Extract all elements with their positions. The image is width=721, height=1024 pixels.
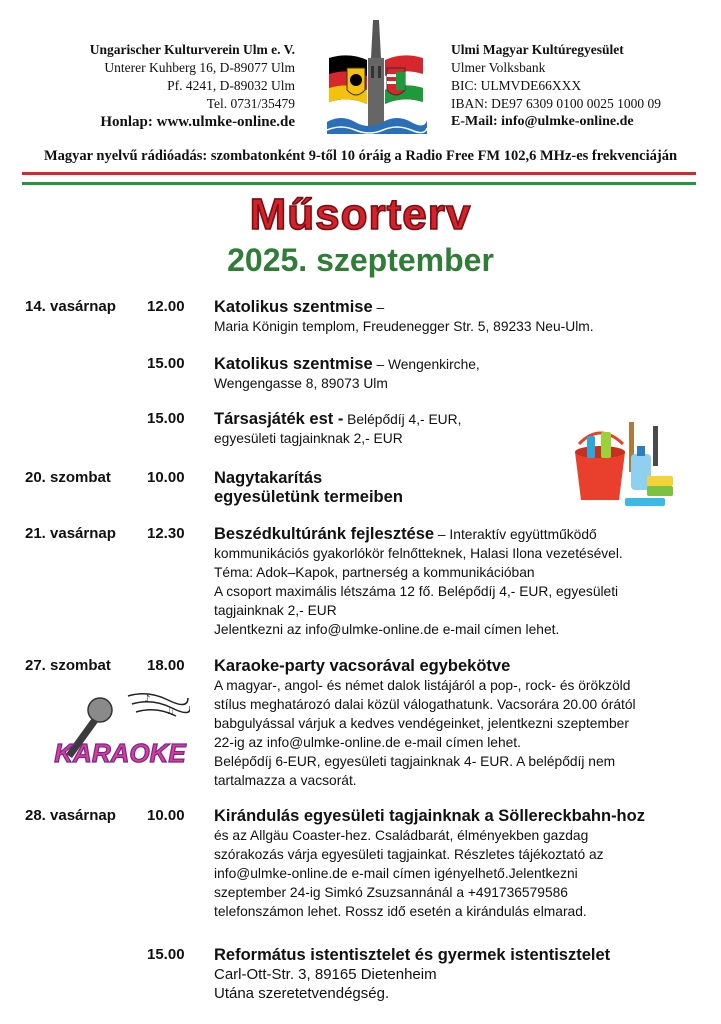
event-detail-line: és az Allgäu Coaster-hez. Családbarát, élményekben gazdag xyxy=(214,828,589,843)
event-time: 15.00 xyxy=(147,410,185,427)
event-body xyxy=(214,298,694,336)
event-detail-line: Belépődíj 6-EUR, egyesületi tagjainknak 4- EUR. A belépődíj nem xyxy=(214,754,616,769)
event-title-suffix: – Wengenkirche, xyxy=(372,357,480,372)
event-title: Református istentisztelet és gyermek istentisztelet xyxy=(214,946,611,964)
org-name-hungarian: Ulmi Magyar Kultúregyesület xyxy=(451,42,624,57)
event-body xyxy=(214,355,694,393)
svg-text:♫: ♫ xyxy=(166,706,175,717)
stripe-white xyxy=(22,177,696,180)
bank-name: Ulmer Volksbank xyxy=(451,60,546,75)
event-detail-line: Maria Königin templom, Freudenegger Str. 5, 89233 Neu-Ulm. xyxy=(214,319,594,334)
event-title: Katolikus szentmise xyxy=(214,298,373,316)
event-time: 10.00 xyxy=(147,807,185,824)
event-day: 20. szombat xyxy=(25,469,111,486)
event-detail-line: Wengengasse 8, 89073 Ulm xyxy=(214,376,388,391)
event-detail-line: szórakozás várja egyesületi tagjainkat. Részletes tájékoztató az xyxy=(214,847,604,862)
event-title: Társasjáték est - xyxy=(214,410,344,428)
event-title-suffix: Belépődíj 4,- EUR, xyxy=(343,412,462,427)
event-time: 15.00 xyxy=(147,946,185,963)
karaoke-logo-text: KARAOKE xyxy=(54,738,186,768)
event-day: 21. vasárnap xyxy=(25,525,116,542)
iban-code: IBAN: DE97 6309 0100 0025 1000 09 xyxy=(451,96,661,111)
event-time: 10.00 xyxy=(147,469,185,486)
address-pobox: Pf. 4241, D-89032 Ulm xyxy=(167,78,295,93)
event-body xyxy=(214,525,694,639)
event-day: 28. vasárnap xyxy=(25,807,116,824)
event-time: 12.00 xyxy=(147,298,185,315)
event-day: 14. vasárnap xyxy=(25,298,116,315)
bic-code: BIC: ULMVDE66XXX xyxy=(451,78,582,93)
svg-text:♪: ♪ xyxy=(144,694,151,705)
event-detail-line: tartalmazza a vacsorát. xyxy=(214,773,357,788)
page-title: Műsorterv xyxy=(249,190,472,239)
ulm-crest-icon xyxy=(321,18,431,146)
event-title-suffix: – xyxy=(372,300,385,315)
event-detail-line: Téma: Adok–Kapok, partnerség a kommunikációban xyxy=(214,565,535,580)
event-body xyxy=(214,657,694,790)
phone-number: Tel. 0731/35479 xyxy=(206,96,295,111)
event-title: Katolikus szentmise xyxy=(214,355,373,373)
karaoke-microphone-icon xyxy=(48,688,190,776)
event-detail-line: kommunikációs gyakorlókör felnőtteknek, Halasi Ilona vezetésével. xyxy=(214,546,623,561)
event-detail-line: Utána szeretetvendégség. xyxy=(214,985,390,1002)
event-detail-line: babgulyással várjuk a kedves vendégeinket, jelentkezni szeptember xyxy=(214,716,629,731)
event-time: 15.00 xyxy=(147,355,185,372)
event-detail-line: 22-ig az info@ulmke-online.de e-mail címen lehet. xyxy=(214,735,521,750)
email-link[interactable]: E-Mail: info@ulmke-online.de xyxy=(451,114,634,129)
event-time: 12.30 xyxy=(147,525,185,542)
event-detail-line: Carl-Ott-Str. 3, 89165 Dietenheim xyxy=(214,966,437,983)
org-name-german: Ungarischer Kulturverein Ulm e. V. xyxy=(89,42,295,57)
event-detail-line: A csoport maximális létszáma 12 fő. Belépődíj 4,- EUR, egyesületi xyxy=(214,584,619,599)
event-detail-line: info@ulmke-online.de e-mail címen igényelhető.Jelentkezni xyxy=(214,866,578,881)
page-subtitle: 2025. szeptember xyxy=(227,242,494,278)
event-body xyxy=(214,946,694,1003)
event-detail-line: Jelentkezni az info@ulmke-online.de e-mail címen lehet. xyxy=(214,622,560,637)
event-detail-line: egyesületi tagjainknak 2,- EUR xyxy=(214,431,403,446)
event-detail-line: egyesületünk termeiben xyxy=(214,488,403,506)
address-street: Unterer Kuhberg 16, D-89077 Ulm xyxy=(104,60,295,75)
header-right-block xyxy=(451,41,716,131)
website-link[interactable]: Honlap: www.ulmke-online.de xyxy=(100,114,295,130)
event-body xyxy=(214,469,694,507)
event-detail-line: tagjainknak 2,- EUR xyxy=(214,603,337,618)
event-title: Karaoke-party vacsorával egybekötve xyxy=(214,657,511,675)
stripe-green xyxy=(22,182,696,185)
event-detail-line: telefonszámon lehet. Rossz idő esetén a kirándulás elmarad. xyxy=(214,904,587,919)
event-body xyxy=(214,807,694,921)
event-detail-line: stílus meghatározó dalai közül válogathatunk. Vacsorára 20.00 órától xyxy=(214,697,636,712)
radio-broadcast-note: Magyar nyelvű rádióadás: szombatonként 9-től 10 óráig a Radio Free FM 102,6 MHz-es frekvenciáján xyxy=(43,148,678,164)
event-detail-line: A magyar-, angol- és német dalok listájáról a pop-, rock- és örökzöld xyxy=(214,678,631,693)
event-time: 18.00 xyxy=(147,657,185,674)
event-day: 27. szombat xyxy=(25,657,111,674)
event-title: Nagytakarítás xyxy=(214,469,323,487)
event-title: Beszédkultúránk fejlesztése xyxy=(214,525,435,543)
event-detail-line: szeptember 24-ig Simkó Zsuzsannánál a +491736579586 xyxy=(214,885,568,900)
event-title-suffix: – Interaktív együttműködő xyxy=(434,527,597,542)
stripe-red xyxy=(22,172,696,175)
event-title: Kirándulás egyesületi tagjainknak a Söllereckbahn-hoz xyxy=(214,807,645,825)
header-left-block xyxy=(20,41,295,131)
